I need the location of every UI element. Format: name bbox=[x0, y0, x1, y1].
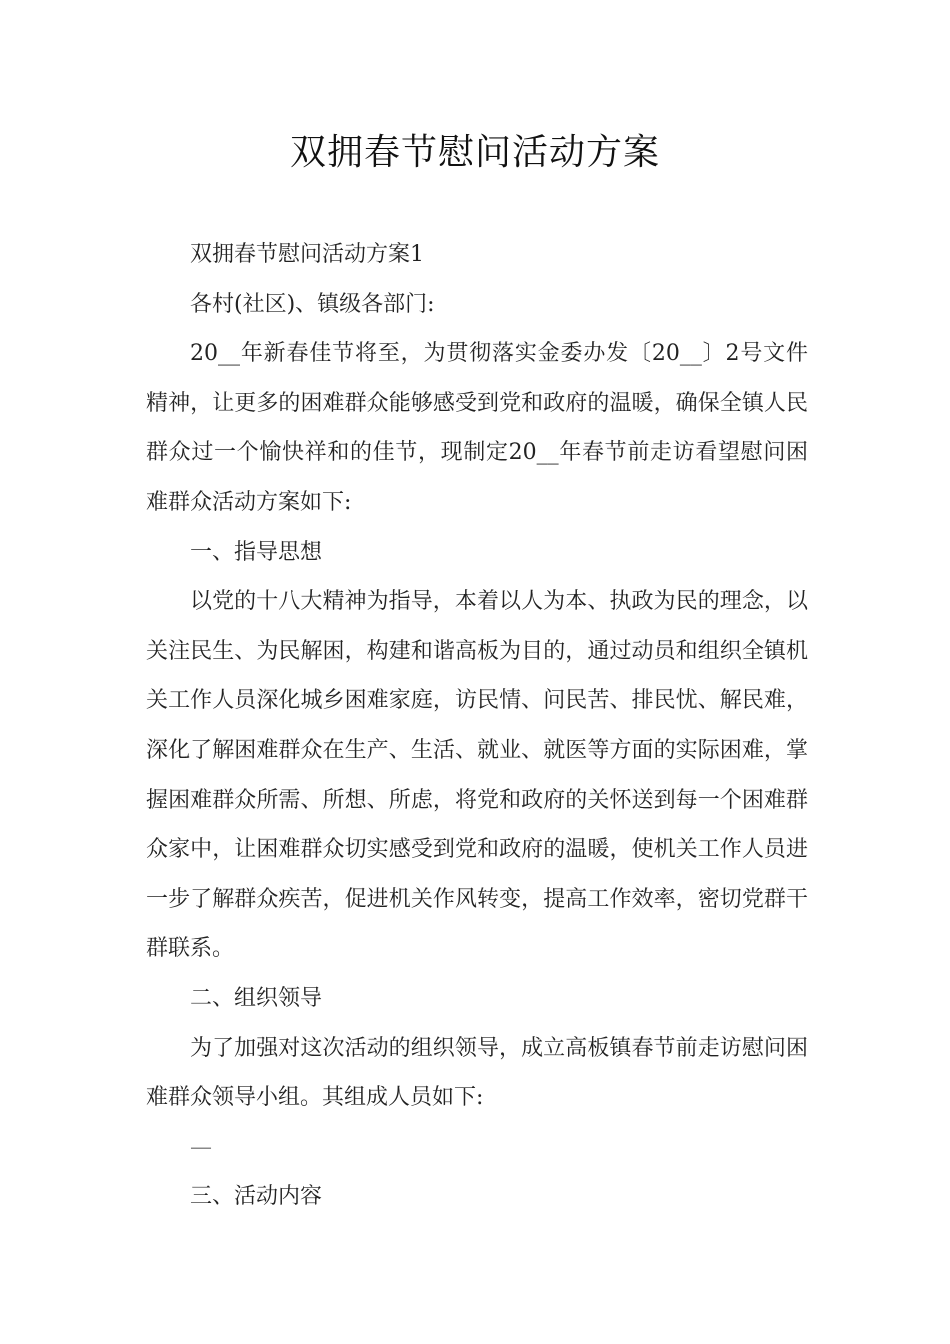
organization-paragraph: 为了加强对这次活动的组织领导，成立高板镇春节前走访慰问困难群众领导小组。其组成人员如下: bbox=[146, 1035, 808, 1111]
section-heading-organization: 二、组织领导 bbox=[190, 985, 323, 1011]
salutation: 各村(社区)、镇级各部门: bbox=[190, 291, 435, 317]
document-body bbox=[146, 230, 808, 1222]
guiding-thought-paragraph: 以党的十八大精神为指导，本着以人为本、执政为民的理念，以关注民生、为民解困，构建和谐高板为目的，通过动员和组织全镇机关工作人员深化城乡困难家庭，访民情、问民苦、排民忧、解民难，深化了解困难群众在生产、生活、就业、就医等方面的实际困难，掌握困难群众所需、所想、所虑，将党和政府的关怀送到每一个困难群众家中，让困难群众切实感受到党和政府的温暖，使机关工作人员进一步了解群众疾苦，促进机关作风转变，提高工作效率，密切党群干群联系。 bbox=[146, 589, 808, 962]
section-heading-guiding-thought: 一、指导思想 bbox=[190, 539, 323, 565]
doc-subtitle: 双拥春节慰问活动方案1 bbox=[190, 242, 424, 267]
intro-paragraph: 20__年新春佳节将至，为贯彻落实金委办发〔20__〕2号文件精神，让更多的困难群众能够感受到党和政府的温暖，确保全镇人民群众过一个愉快祥和的佳节，现制定20__年春节前走访看望慰问困难群众活动方案如下: bbox=[146, 341, 808, 515]
section-heading-activity-content: 三、活动内容 bbox=[190, 1184, 323, 1210]
member-list-placeholder: — bbox=[190, 1134, 212, 1160]
document-title: 双拥春节慰问活动方案 bbox=[289, 132, 660, 173]
